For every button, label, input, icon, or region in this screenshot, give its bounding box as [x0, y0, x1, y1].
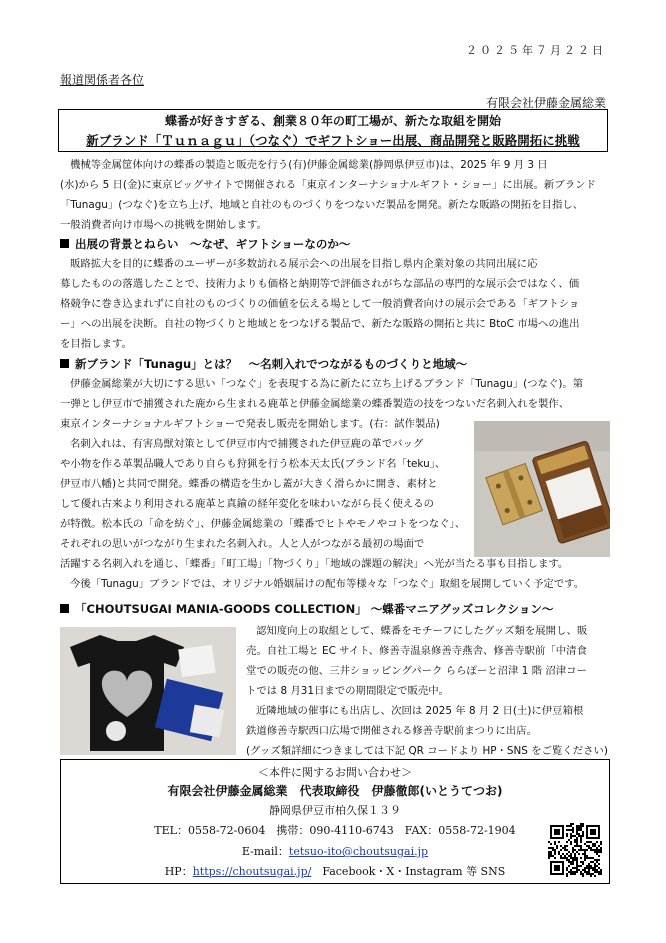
contact-box: [60, 759, 610, 884]
contact-web-row: HP：https://choutsugai.jp/ Facebook・X・Instagram 等 SNS: [164, 865, 506, 878]
goods-collection-photo: [60, 627, 236, 755]
section2-line: や小物を作る革製品職人であり自らも狩猟を行う松本天太氏(ブランド名「teku」、: [60, 458, 446, 470]
email-link[interactable]: tetsuo-ito@choutsugai.jp: [288, 845, 429, 858]
section1-line: ー」への出展を決断。自社の物づくりと地域とをつなげる製品で、新たな販路の開拓と共に BtoC 市場への進出: [60, 318, 580, 330]
square-bullet-icon: [60, 604, 69, 613]
intro-line: (水)から 5 日(金)に東京ビッグサイトで開催される「東京インターナショナルギフト・ショー」に出展。新ブランド: [60, 179, 596, 191]
section2-line: して優れ古来より利用される鹿革と真鍮の経年変化を味わいながら長く使えるの: [60, 498, 435, 510]
section1-line: 販路拡大を目的に蝶番のユーザーが多数訪れる展示会への出展を目指し県内企業対象の共同出展に応: [70, 258, 538, 270]
title-line-2: 新ブランド「Ｔｕｎａｇｕ」（つなぐ）でギフトショー出展、商品開発と販路開拓に挑戦: [86, 133, 580, 148]
section3-line: 売。自社工場と EC サイト、修善寺温泉修善寺燕舎、修善寺駅前「中清食: [246, 645, 587, 657]
company-name: 有限会社伊藤金属総業: [485, 96, 606, 110]
section3-paragraph: [246, 621, 610, 761]
section2-line: それぞれの思いがつながり生まれた名刺入れ。人と人がつながる最初の場面で: [60, 538, 425, 550]
section1-line: 募したものの落選したことで、技術力よりも価格と納期等で評価されがちな部品の専門的な展示会ではなく、価: [60, 278, 580, 290]
contact-heading: ＜本件に関するお問い合わせ＞: [258, 766, 412, 779]
section-heading-brand: 新ブランド「Tunagu」とは？ ～名刺入れでつながるものづくりと地域～: [60, 356, 467, 372]
contact-address: 静岡県伊豆市柏久保１３９: [269, 804, 401, 817]
section2-line: 今後「Tunagu」ブランドでは、オリジナル婚姻届けの配布等様々な「つなぐ」取組を展開していく予定です。: [70, 578, 585, 590]
section1-paragraph: [60, 254, 610, 354]
intro-line: 一般消費者向け市場への挑戦を開始します。: [60, 219, 267, 231]
section3-line: 認知度向上の取組として、蝶番をモチーフにしたグッズ類を展開し、販: [256, 625, 588, 637]
contact-name: 有限会社伊藤金属総業 代表取締役 伊藤徹郎(いとうてつお): [167, 784, 503, 798]
section-heading-goods: 「CHOUTSUGAI MANIA-GOODS COLLECTION」 ～蝶番マニアグッズコレクション～: [60, 601, 553, 617]
section2-line: 東京インターナショナルギフトショーで発表し販売を開始します。(右：試作製品): [60, 418, 440, 430]
homepage-link[interactable]: https://choutsugai.jp/: [192, 865, 312, 878]
section1-line: を目指します。: [60, 338, 132, 350]
qr-code[interactable]: [548, 823, 602, 877]
section3-line: 鉄道修善寺駅西口広場で開催される修善寺駅前まつりに出店。: [246, 725, 537, 737]
square-bullet-icon: [60, 359, 69, 368]
intro-paragraph: [60, 155, 610, 235]
title-line-1: 蝶番が好きすぎる、創業８０年の町工場が、新たな取組を開始: [164, 114, 501, 128]
section-heading-background: 出展の背景とねらい ～なぜ、ギフトショーなのか～: [60, 236, 350, 252]
title-box: [58, 109, 608, 152]
section3-line: トでは 8 月31日までの期間限定で販売中。: [246, 685, 450, 697]
section2-line: 伊藤金属総業が大切にする思い「つなぐ」を表現する為に新たに立ち上げるブランド「Tunagu」(つなぐ)。第: [70, 378, 584, 390]
section2-line: 名刺入れは、有害鳥獣対策として伊豆市内で捕獲された伊豆鹿の革でバッグ: [70, 438, 424, 450]
section3-line: (グッズ類詳細につきましては下記 QR コードより HP・SNS をご覧ください): [246, 745, 608, 757]
section2-line: 伊豆市八幡)と共同で開発。蝶番の構造を生かし蓋が大きく滑らかに開き、素材と: [60, 478, 438, 490]
release-date: ２０２５年７月２２日: [466, 44, 606, 57]
sns-list: Facebook・X・Instagram 等 SNS: [322, 865, 506, 878]
recipient: 報道関係者各位: [60, 73, 145, 87]
section1-line: 格競争に巻き込まれずに自社のものづくりの価値を伝える場として一般消費者向けの展示会である「ギフトショ: [60, 298, 580, 310]
section2-line: 活躍する名刺入れを通じ、「蝶番」「町工場」「物づくり」「地域の課題の解決」へ光が当たる事も目指します。: [60, 558, 569, 570]
intro-line: 「Tunagu」(つなぐ)を立ち上げ、地域と自社のものづくりをつないだ製品を開発。新たな販路の開拓を目指し、: [60, 199, 584, 211]
section3-line: 堂での販売の他、三井ショッピングパーク ららぽーと沼津 1 階 沼津コー: [246, 665, 587, 677]
section3-line: 近隣地域の催事にも出店し、次回は 2025 年 8 月 2 日(土)に伊豆箱根: [256, 705, 584, 717]
square-bullet-icon: [60, 239, 69, 248]
contact-email-row: E-mail：tetsuo-ito@choutsugai.jp: [241, 845, 429, 858]
section2-line: が特徴。松本氏の「命を紡ぐ」、伊藤金属総業の「蝶番でヒトやモノやコトをつなぐ」、: [60, 518, 466, 530]
intro-line: 機械等金属筐体向けの蝶番の製造と販売を行う(有)伊藤金属総業(静岡県伊豆市)は、2025 年 9 月 3 日: [70, 159, 548, 171]
section2-line: 一弾とし伊豆市で捕獲された鹿から生まれる鹿革と伊藤金属総業の蝶番製造の技をつないだ名刺入れを製作、: [60, 398, 570, 410]
prototype-card-case-photo: [474, 421, 610, 557]
contact-phone: TEL：0558-72-0604 携帯：090-4110-6743 FAX：0558-72-1904: [154, 824, 516, 837]
